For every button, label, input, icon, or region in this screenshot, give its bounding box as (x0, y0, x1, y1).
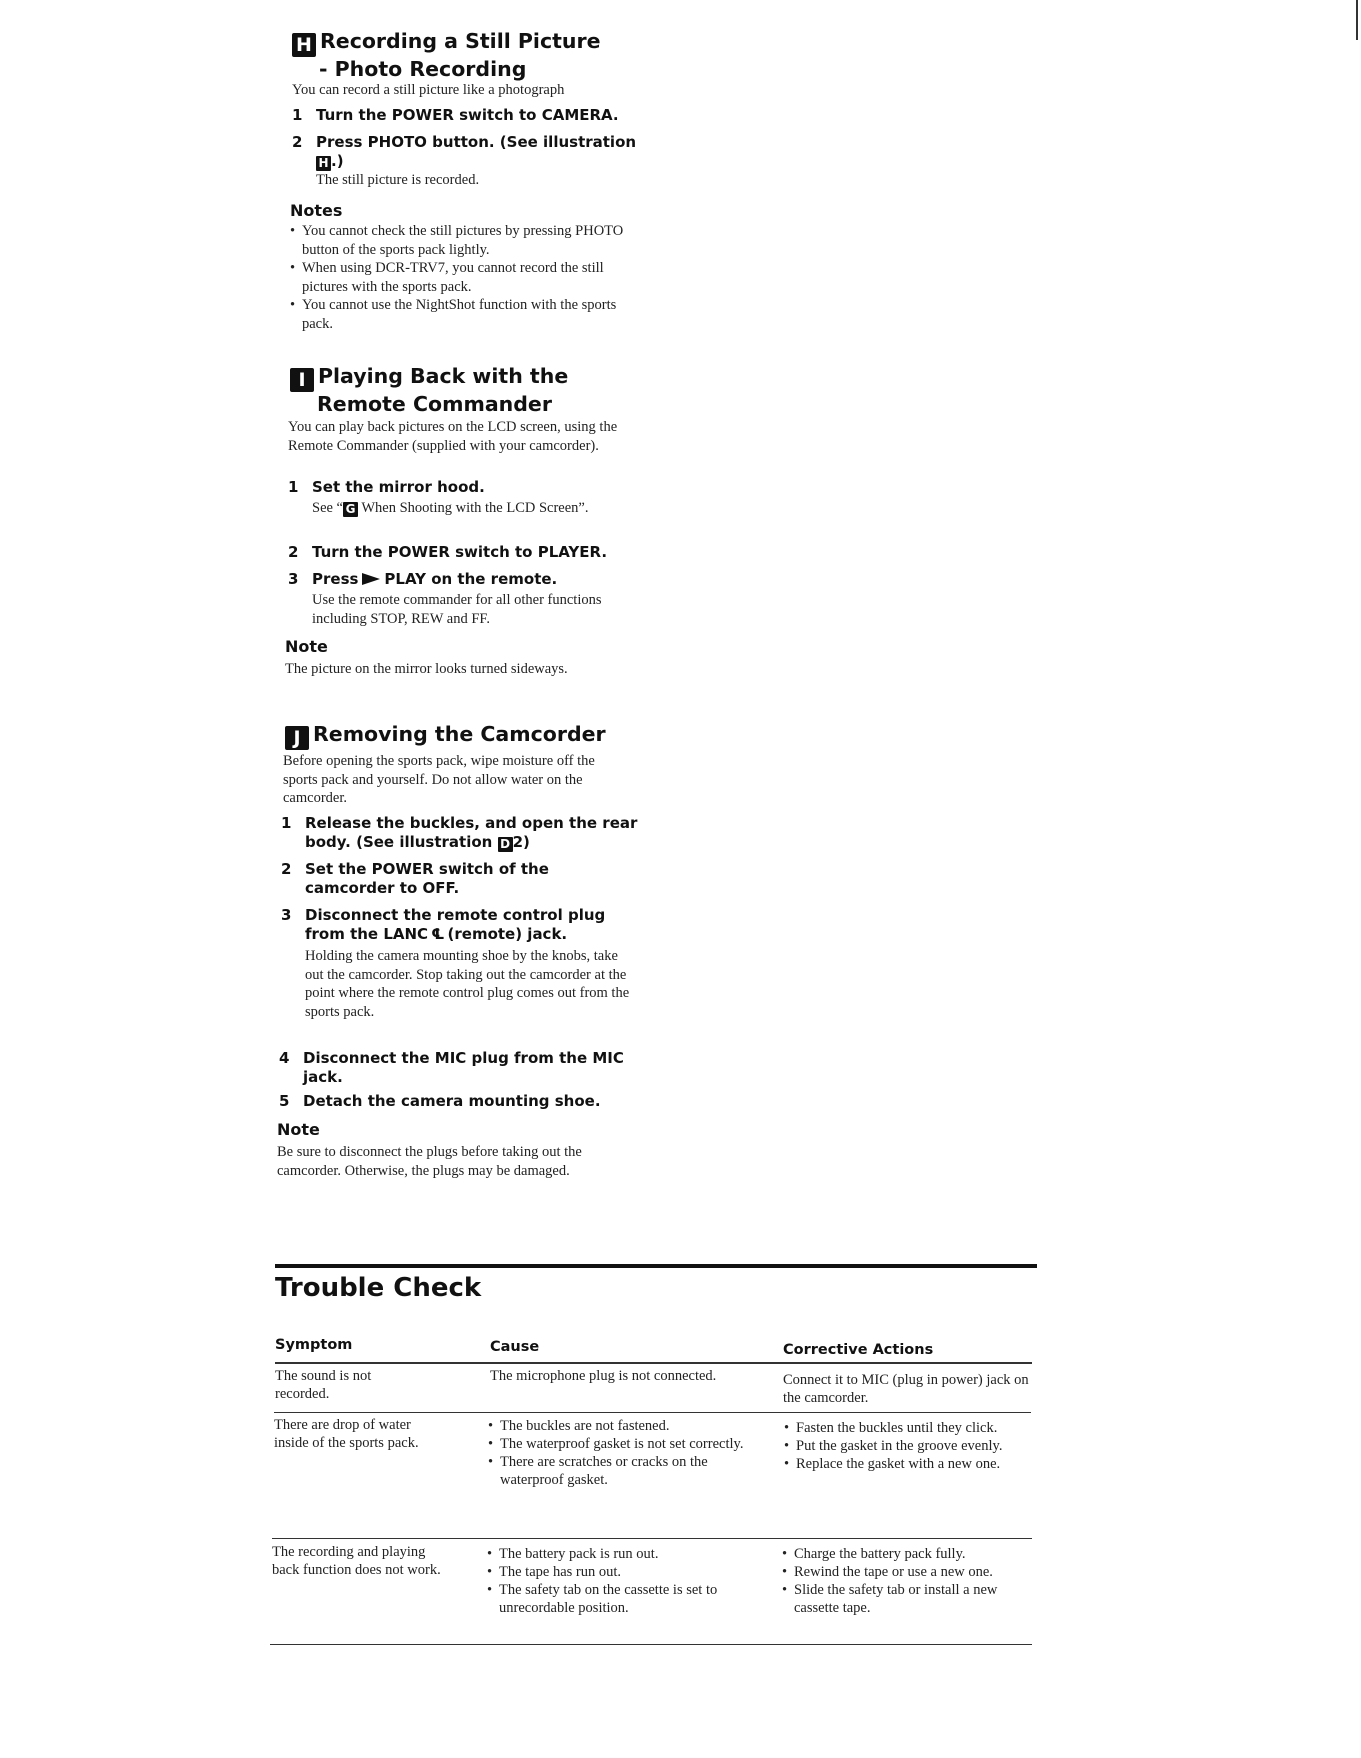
row-2-causes (488, 1417, 748, 1489)
cause-item: • The waterproof gasket is not set correctly. (488, 1435, 748, 1453)
step-text-line1: Disconnect the remote control plug (305, 906, 606, 924)
step-number: 5 (279, 1092, 290, 1110)
section-j-intro: Before opening the sports pack, wipe moisture off the sports pack and yourself. Do not allow water on the camcorder. (283, 753, 595, 806)
section-h-step-1 (292, 106, 672, 125)
step-text: Turn the POWER switch to CAMERA. (316, 106, 619, 124)
section-j-note-heading: Note (277, 1120, 320, 1139)
illustration-g-badge: G (343, 502, 358, 517)
section-j-step-5 (279, 1092, 659, 1111)
play-icon (362, 573, 380, 585)
step-number: 3 (281, 906, 292, 924)
section-j-title (285, 722, 705, 750)
page-edge-right (1356, 0, 1358, 40)
table-header-rule (275, 1362, 1032, 1364)
cause-item: • The battery pack is run out. (487, 1545, 737, 1563)
step-text-after: PLAY on the remote. (384, 570, 558, 588)
step-number: 2 (288, 543, 299, 561)
section-j-step-2 (281, 860, 551, 898)
section-h-badge: H (292, 33, 316, 57)
step-text-before: Press (312, 570, 359, 588)
section-h-title (292, 29, 712, 82)
section-i-badge: I (290, 368, 314, 392)
section-i-title-line2: Remote Commander (317, 392, 552, 416)
row-3-symptom: The recording and playing back function does not work. (272, 1544, 441, 1578)
section-h-step-2 (292, 133, 672, 171)
action-item: • Rewind the tape or use a new one. (782, 1563, 1022, 1581)
header-symptom: Symptom (275, 1337, 353, 1353)
section-j-step-1 (281, 814, 661, 852)
section-h-step-2-body: The still picture is recorded. (316, 172, 480, 188)
illustration-d-badge: D (498, 837, 513, 852)
note-item: • You cannot use the NightShot function with the sports pack. (290, 296, 650, 333)
step-text: Turn the POWER switch to PLAYER. (312, 543, 608, 561)
section-i-intro: You can play back pictures on the LCD screen, using the Remote Commander (supplied with your camcorder). (288, 419, 618, 454)
section-j-title-text: Removing the Camcorder (313, 722, 606, 746)
step-text: Set the mirror hood. (312, 478, 485, 496)
row-2-symptom: There are drop of water inside of the sports pack. (274, 1417, 419, 1451)
action-item: • Slide the safety tab or install a new cassette tape. (782, 1581, 1022, 1617)
trouble-check-title: Trouble Check (275, 1273, 482, 1303)
section-j-step-4 (279, 1049, 659, 1087)
row-3-actions (782, 1545, 1022, 1617)
section-i-step-3 (288, 570, 668, 589)
section-j-badge: J (285, 726, 309, 750)
step-text-line2-after: 2) (512, 833, 530, 851)
note-item: • When using DCR-TRV7, you cannot record the still pictures with the sports pack. (290, 259, 650, 296)
step-text-line2-after: (remote) jack. (447, 925, 568, 943)
step-number: 1 (288, 478, 299, 496)
section-h-notes-heading: Notes (290, 201, 343, 220)
section-h-intro: You can record a still picture like a photograph (292, 82, 565, 98)
action-item: • Fasten the buckles until they click. (784, 1419, 1024, 1437)
step-text-line2: from the LANC (305, 925, 429, 943)
action-item: • Replace the gasket with a new one. (784, 1455, 1024, 1473)
section-i-note-heading: Note (285, 637, 328, 656)
section-i-note: The picture on the mirror looks turned sideways. (285, 661, 568, 677)
table-bottom-rule (270, 1644, 1032, 1645)
step-number: 1 (292, 106, 303, 124)
action-item: • Charge the battery pack fully. (782, 1545, 1022, 1563)
step-text: Press PHOTO button. (See illustration (316, 133, 637, 151)
step-text-line2: body. (See illustration (305, 833, 498, 851)
cause-item: • The safety tab on the cassette is set to unrecordable position. (487, 1581, 737, 1617)
section-j-step-3 (281, 906, 661, 944)
step-text-line1: Release the buckles, and open the rear (305, 814, 638, 832)
trouble-check-rule (275, 1264, 1037, 1268)
lanc-icon: ℄ (431, 925, 445, 943)
section-i-title (290, 364, 710, 417)
body-prefix: See “ (312, 500, 343, 516)
step-text: Detach the camera mounting shoe. (303, 1092, 601, 1110)
row-1-cause: The microphone plug is not connected. (490, 1368, 717, 1384)
cause-item: • The buckles are not fastened. (488, 1417, 748, 1435)
step-number: 2 (292, 133, 303, 151)
section-h-title-line1: Recording a Still Picture (320, 29, 601, 53)
header-cause: Cause (490, 1339, 540, 1355)
section-i-step-2 (288, 543, 668, 562)
section-i-step-1-body (312, 499, 612, 518)
section-h-title-line2: - Photo Recording (319, 57, 527, 81)
cause-item: • The tape has run out. (487, 1563, 737, 1581)
row-1-actions: Connect it to MIC (plug in power) jack on the camcorder. (783, 1372, 1029, 1406)
section-i-step-3-body: Use the remote commander for all other functions including STOP, REW and FF. (312, 592, 602, 627)
row-2-actions (784, 1419, 1024, 1473)
note-item: • You cannot check the still pictures by pressing PHOTO button of the sports pack lightly. (290, 222, 650, 259)
table-row-rule (274, 1412, 1031, 1413)
section-h-notes-list (290, 222, 650, 333)
section-i-title-line1: Playing Back with the (318, 364, 569, 388)
step-number: 4 (279, 1049, 290, 1067)
step-number: 1 (281, 814, 292, 832)
step-text: Disconnect the MIC plug from the MIC jack. (303, 1049, 624, 1086)
illustration-h-badge: H (316, 156, 331, 171)
step-text-tail: .) (331, 152, 344, 170)
header-corrective-actions: Corrective Actions (783, 1342, 934, 1358)
action-item: • Put the gasket in the groove evenly. (784, 1437, 1024, 1455)
step-number: 3 (288, 570, 299, 588)
step-text: Set the POWER switch of the camcorder to OFF. (305, 860, 549, 897)
step-number: 2 (281, 860, 292, 878)
section-j-note: Be sure to disconnect the plugs before taking out the camcorder. Otherwise, the plugs may be damaged. (277, 1144, 582, 1179)
body-suffix: When Shooting with the LCD Screen”. (358, 500, 589, 516)
section-j-step-3-body: Holding the camera mounting shoe by the knobs, take out the camcorder. Stop taking out the camcorder at the point where the remote control plug comes out from the sports pack. (305, 948, 630, 1020)
cause-item: • There are scratches or cracks on the waterproof gasket. (488, 1453, 748, 1489)
row-3-causes (487, 1545, 737, 1617)
row-1-symptom: The sound is not recorded. (275, 1368, 372, 1402)
table-row-rule (272, 1538, 1032, 1539)
section-i-step-1 (288, 478, 668, 497)
